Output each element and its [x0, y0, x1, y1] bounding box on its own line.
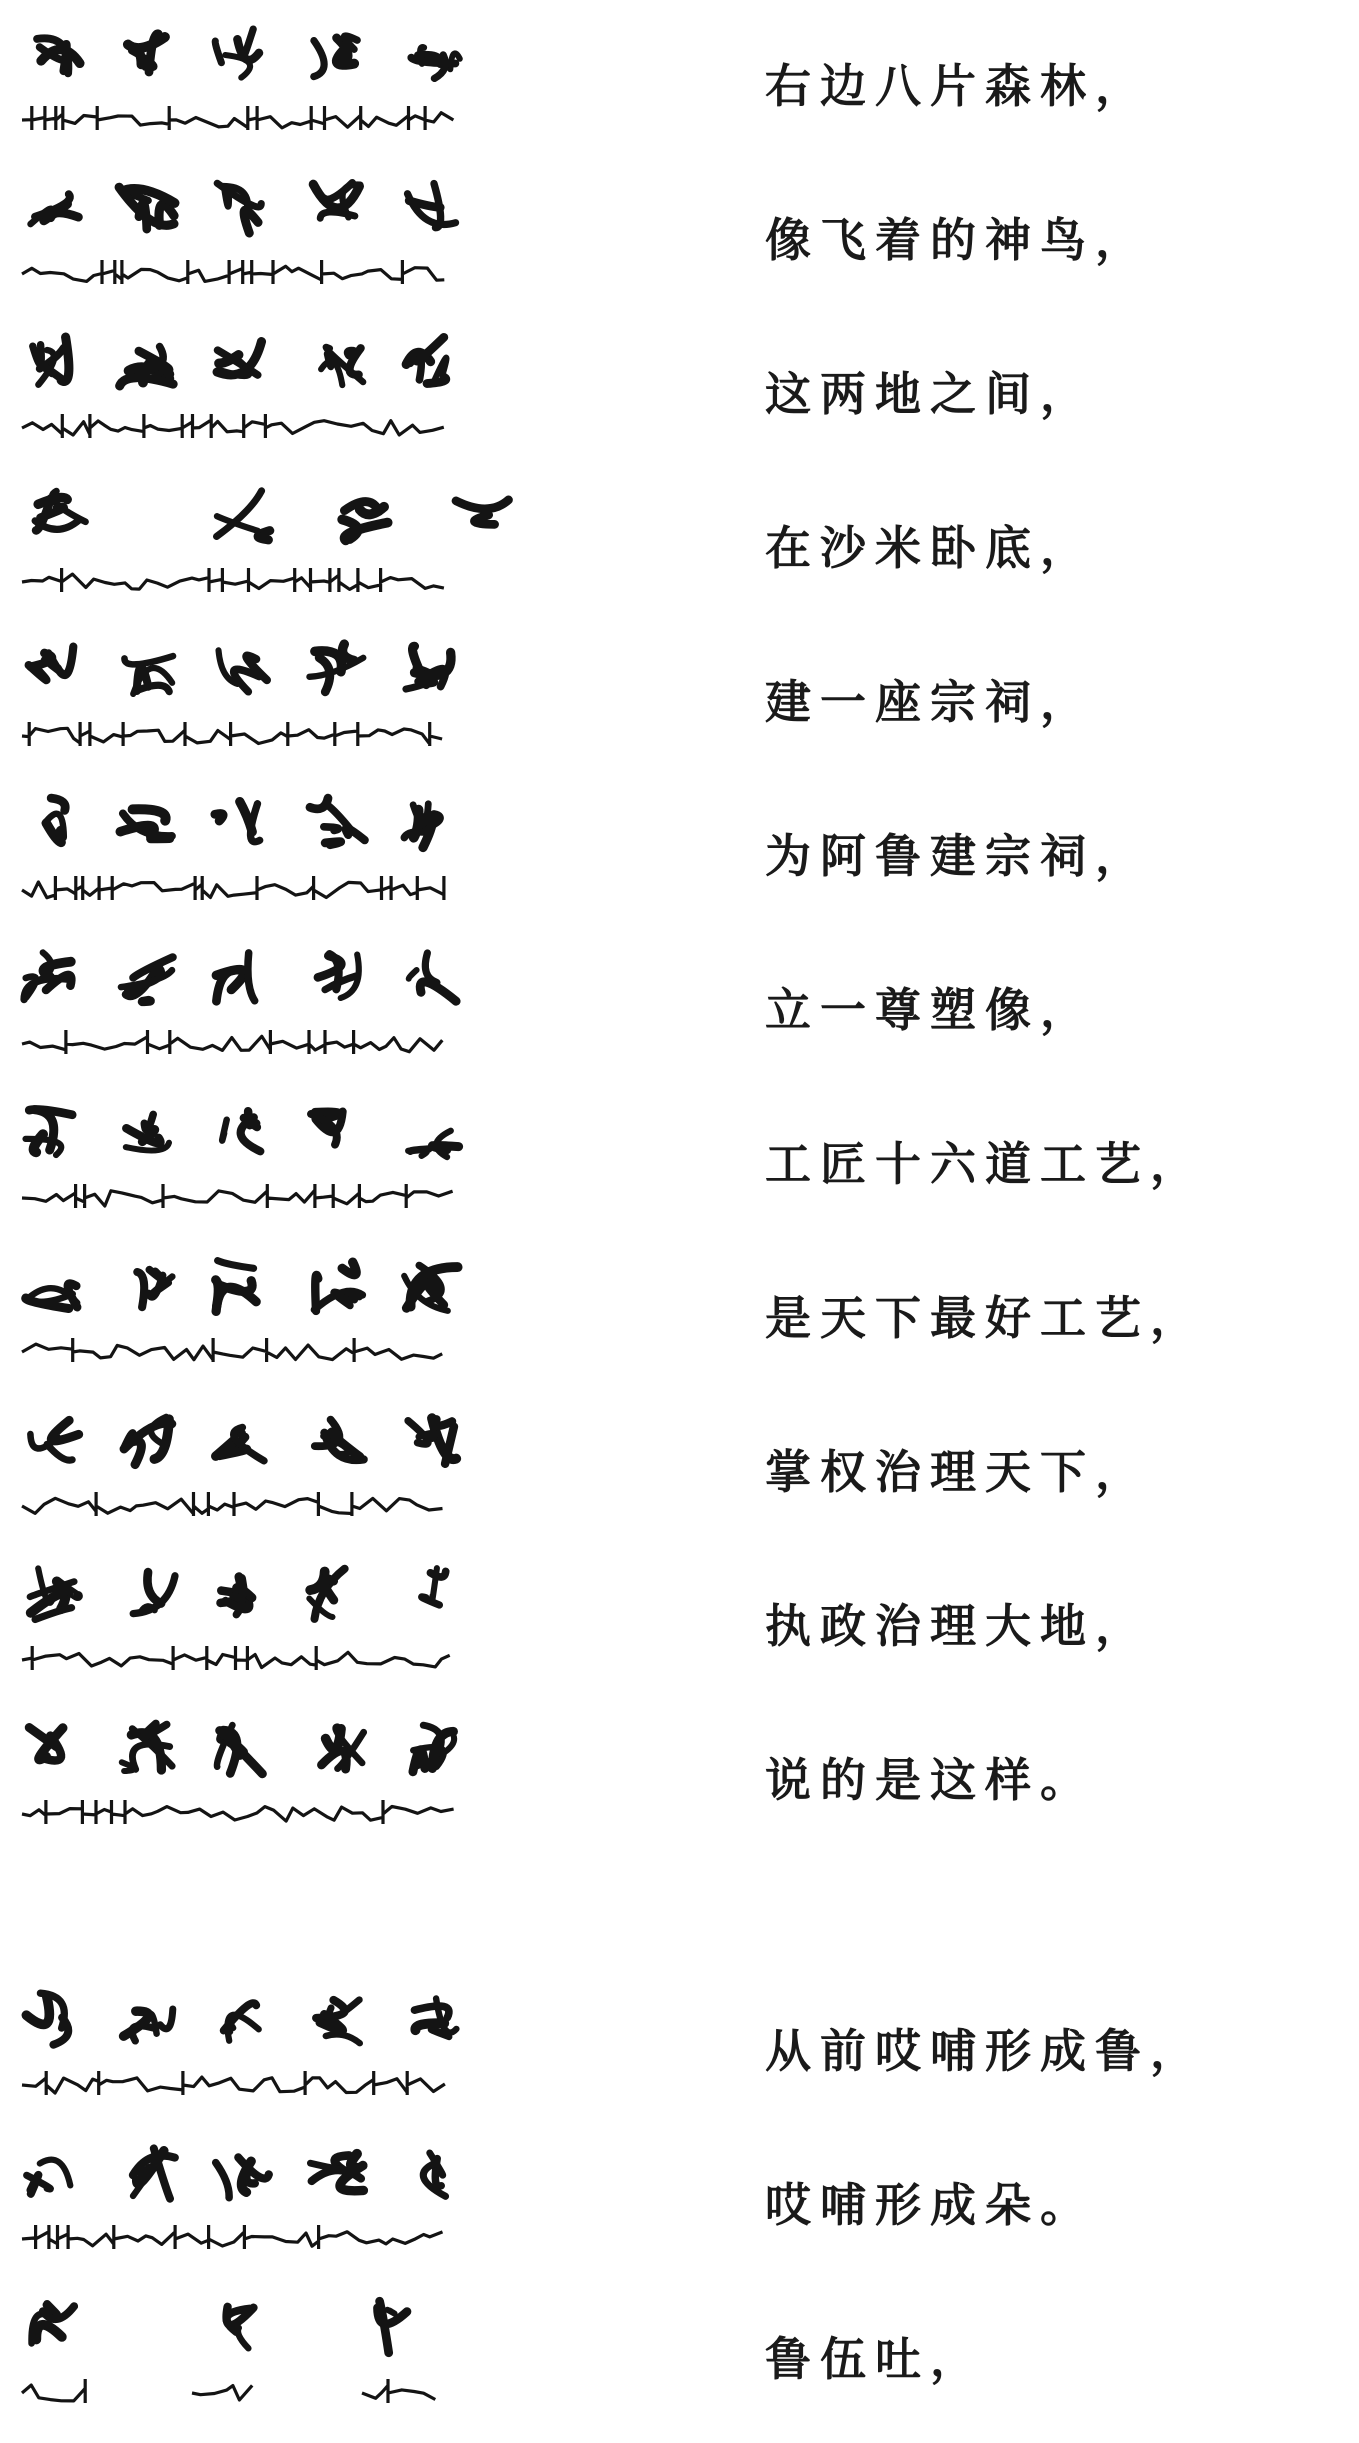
chinese-translation: 哎哺形成朵。 — [765, 2178, 1095, 2232]
script-glyph — [120, 347, 173, 386]
stanza_1-line — [0, 636, 1359, 786]
script-glyph — [408, 1418, 456, 1464]
script-glyph — [222, 1111, 260, 1151]
yi-script-line — [22, 1714, 452, 1844]
script-glyph — [45, 798, 65, 842]
chinese-translation: 立一尊塑像， — [765, 983, 1095, 1037]
romanization-line — [362, 2379, 435, 2403]
romanization-line — [22, 1338, 442, 1362]
script-glyph — [456, 500, 509, 525]
script-glyph — [217, 491, 270, 540]
yi-script-line — [22, 790, 452, 920]
script-glyph — [342, 502, 387, 541]
stanza_1-line — [0, 328, 1359, 478]
script-glyph — [217, 342, 261, 376]
script-glyph — [318, 954, 359, 998]
stanza_1-line — [0, 174, 1359, 324]
script-glyph — [415, 1999, 457, 2037]
script-glyph — [314, 1262, 362, 1311]
yi-script-image — [22, 636, 452, 766]
romanization-line — [22, 1646, 450, 1670]
yi-script-line — [22, 2139, 452, 2269]
script-glyph — [215, 29, 259, 78]
script-glyph — [408, 1131, 459, 1157]
script-glyph — [404, 804, 439, 848]
yi-script-image — [22, 1406, 452, 1536]
chinese-translation: 工匠十六道工艺， — [765, 1137, 1205, 1191]
script-glyph — [26, 1109, 73, 1155]
romanization-line — [22, 1030, 442, 1054]
script-glyph — [216, 2157, 269, 2197]
yi-script-image — [22, 482, 452, 612]
script-glyph — [27, 2160, 71, 2194]
script-glyph — [217, 183, 261, 233]
script-glyph — [423, 2153, 445, 2196]
yi-script-image — [22, 1252, 452, 1382]
romanization-line — [22, 876, 444, 900]
script-glyph — [119, 187, 174, 229]
stanza_1-line — [0, 1714, 1359, 1864]
yi-script-line — [22, 1406, 452, 1536]
script-glyph — [35, 491, 85, 530]
stanza_1-line — [0, 1406, 1359, 1556]
chinese-translation: 这两地之间， — [765, 367, 1095, 421]
script-glyph — [310, 798, 365, 845]
yi-script-line — [22, 174, 452, 304]
script-glyph — [30, 1568, 78, 1619]
chinese-translation: 在沙米卧底， — [765, 521, 1095, 575]
yi-script-line — [22, 1560, 452, 1690]
script-glyph — [26, 1993, 68, 2045]
script-glyph — [219, 650, 267, 691]
script-glyph — [321, 347, 363, 385]
script-glyph — [216, 1261, 257, 1312]
script-glyph — [316, 2000, 360, 2043]
script-glyph — [37, 38, 80, 73]
chinese-translation: 说的是这样。 — [765, 1753, 1095, 1807]
romanization-line — [22, 414, 444, 438]
script-glyph — [33, 337, 69, 385]
yi-script-image — [22, 944, 452, 1074]
chinese-translation: 建一座宗祠， — [765, 675, 1095, 729]
script-glyph — [322, 1727, 364, 1770]
stanza_1-line — [0, 944, 1359, 1094]
script-glyph — [137, 1270, 172, 1308]
script-glyph — [32, 2304, 75, 2344]
script-glyph — [408, 184, 456, 228]
script-glyph — [121, 957, 173, 1001]
script-glyph — [409, 953, 456, 1001]
romanization-line — [22, 2379, 85, 2403]
script-glyph — [404, 1265, 457, 1310]
yi-script-image — [22, 174, 452, 304]
yi-script-image — [22, 2139, 452, 2269]
script-glyph — [29, 647, 74, 681]
yi-script-image — [22, 2293, 452, 2423]
yi-script-line — [22, 2293, 452, 2423]
script-glyph — [216, 1427, 264, 1460]
script-glyph — [122, 1723, 172, 1771]
script-glyph — [378, 2301, 408, 2353]
romanization-line — [22, 260, 444, 284]
yi-script-line — [22, 944, 452, 1074]
script-glyph — [314, 36, 357, 77]
romanization-line — [22, 568, 444, 592]
script-glyph — [422, 1568, 446, 1605]
script-glyph — [24, 953, 71, 1000]
script-glyph — [315, 1420, 364, 1460]
script-glyph — [216, 953, 254, 1001]
romanization-line — [22, 2071, 445, 2095]
script-glyph — [406, 337, 446, 383]
script-glyph — [406, 646, 451, 689]
script-glyph — [133, 1572, 175, 1614]
script-glyph — [221, 1577, 252, 1615]
script-glyph — [311, 1112, 343, 1145]
script-glyph — [26, 1283, 77, 1308]
script-glyph — [31, 194, 79, 224]
yi-script-line — [22, 1252, 452, 1382]
stanza_2-line — [0, 2293, 1359, 2443]
script-glyph — [217, 1725, 262, 1774]
chinese-translation: 掌权治理天下， — [765, 1445, 1150, 1499]
script-glyph — [126, 1114, 169, 1150]
chinese-translation: 从前哎哺形成鲁， — [765, 2024, 1205, 2078]
yi-script-image — [22, 328, 452, 458]
stanza_1-line — [0, 20, 1359, 170]
yi-script-image — [22, 790, 452, 920]
romanization-line — [22, 1184, 453, 1208]
script-glyph — [313, 183, 360, 218]
chinese-translation: 右边八片森林， — [765, 59, 1150, 113]
stanza_1-line — [0, 1560, 1359, 1710]
script-glyph — [30, 1420, 78, 1460]
romanization-line — [22, 722, 442, 746]
stanza_1-line — [0, 1252, 1359, 1402]
yi-script-line — [22, 636, 452, 766]
script-glyph — [124, 656, 173, 694]
script-glyph — [224, 2003, 259, 2041]
romanization-line — [22, 1492, 443, 1516]
stanza_1-line — [0, 790, 1359, 940]
stanza_1-line — [0, 1098, 1359, 1248]
yi-script-image — [22, 1560, 452, 1690]
stanza_2-line — [0, 1985, 1359, 2135]
script-glyph — [309, 644, 363, 692]
chinese-translation: 为阿鲁建宗祠， — [765, 829, 1150, 883]
script-glyph — [124, 2009, 173, 2041]
stanza_2-line — [0, 2139, 1359, 2289]
romanization-line — [22, 2225, 443, 2249]
stanza_1-line — [0, 482, 1359, 632]
script-glyph — [309, 1569, 344, 1619]
yi-script-image — [22, 20, 452, 150]
script-glyph — [310, 2154, 363, 2191]
chinese-translation: 鲁伍吐， — [765, 2332, 985, 2386]
chinese-translation: 像飞着的神鸟， — [765, 213, 1150, 267]
yi-script-line — [22, 1098, 452, 1228]
yi-script-image — [22, 1714, 452, 1844]
yi-script-image — [22, 1098, 452, 1228]
script-glyph — [133, 2148, 175, 2198]
script-glyph — [215, 802, 260, 842]
romanization-line — [22, 1800, 454, 1824]
yi-script-line — [22, 328, 452, 458]
yi-script-line — [22, 482, 452, 612]
chinese-translation: 是天下最好工艺， — [765, 1291, 1205, 1345]
yi-script-line — [22, 1985, 452, 2115]
romanization-line — [22, 106, 453, 130]
chinese-translation: 执政治理大地， — [765, 1599, 1150, 1653]
script-glyph — [411, 47, 460, 78]
script-glyph — [124, 1417, 172, 1465]
yi-script-image — [22, 1985, 452, 2115]
script-glyph — [413, 1725, 454, 1772]
script-glyph — [128, 34, 165, 72]
script-glyph — [29, 1728, 63, 1761]
script-glyph — [120, 809, 172, 838]
script-glyph — [226, 2307, 253, 2349]
yi-script-line — [22, 20, 452, 150]
